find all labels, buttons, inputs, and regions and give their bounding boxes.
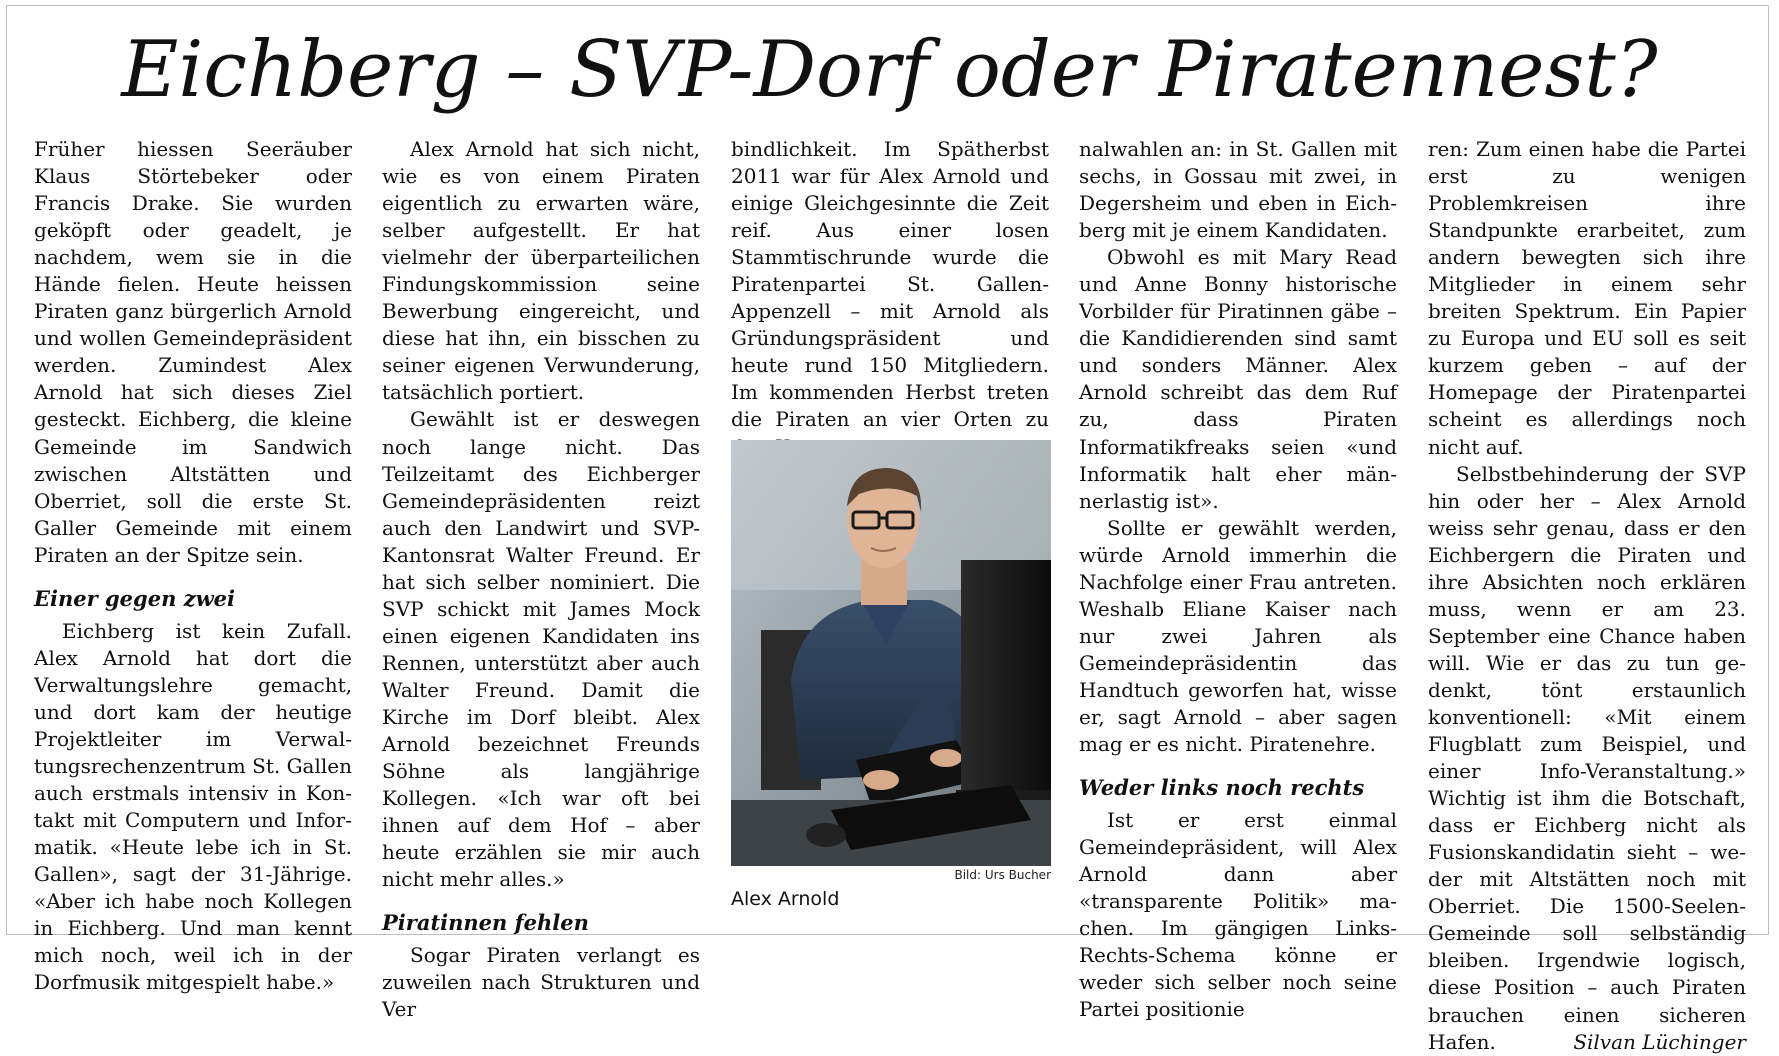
photo-credit: Bild: Urs Bucher [954,868,1051,882]
portrait-photo [731,440,1051,866]
column-3 [731,136,1049,461]
photo-caption: Alex Arnold [731,888,840,910]
subheading-weder-links-noch-rechts: Weder links noch rechts [1079,775,1365,801]
paragraph-text: Selbstbehinderung der SVP hin oder her – Alex Arnold weiss sehr genau, dass er den Eichbergern die Piraten und ihre Absichten noch erklären muss, wenn er am 23. September eine Chance haben will. Wie er das zu tun gedenkt, tönt erstaunlich konventionell: «Mit einem Flugblatt zum Beispiel, und einer Info-Veranstaltung.» Wichtig ist ihm die Botschaft, dass er Eichberg nicht als Fusionskandidatin sieht – weder mit Altstätten noch mit Oberriet. Die 1500-Seelen-Gemeinde soll selbständig bleiben. Irgendwie logisch, diese Position – auch Piraten brauchen einen sicheren Hafen. [1428,461,1746,1054]
paragraph: ren: Zum einen habe die Partei erst zu wenigen Problemkreisen ihre Standpunkte erarbeitet, zum andern bewegten sich ihre Mitglieder in einem sehr breiten Spektrum. Ein Papier zu Europa und EU soll es seit kurzem geben – auf der Homepage der Piratenpartei scheint es allerdings noch nicht auf. [1428,137,1746,459]
subheading-piratinnen-fehlen: Piratinnen fehlen [382,910,589,936]
paragraph [1428,461,1746,1056]
column-5 [1428,136,1746,1056]
portrait-illustration [731,440,1051,866]
paragraph: Alex Arnold hat sich nicht, wie es von einem Piraten eigentlich zu erwarten wäre, selber aufgestellt. Er hat vielmehr der überparteilichen Findungskommission seine Bewerbung eingereicht, und diese hat ihn, ein bisschen zu seiner eigenen Verwunderung, tatsächlich portiert. [382,137,700,405]
paragraph: Früher hiessen Seeräuber Klaus Störtebeker oder Francis Drake. Sie wurden geköpft oder geadelt, je nachdem, wem sie in die Hände fielen. Heute heissen Piraten ganz bürgerlich Arnold und wollen Gemeindepräsident werden. Zumindest Alex Arnold hat sich dieses Ziel gesteckt. Eichberg, die kleine Gemeinde im Sandwich zwischen Altstätten und Oberriet, soll die erste St. Galler Gemeinde mit einem Piraten an der Spitze sein. [34,137,352,567]
headline: Eichberg – SVP-Dorf oder Piratennest? [121,25,1658,115]
subheading-einer-gegen-zwei: Einer gegen zwei [34,585,235,611]
paragraph: Eichberg ist kein Zufall. Alex Arnold hat dort die Verwaltungslehre gemacht, und dort kam der heutige Projektleiter im Verwaltungsrechenzentrum St. Gallen auch erstmals intensiv in Kontakt mit Computern und Informatik. «Heute lebe ich in St. Gallen», sagt der 31-Jährige. «Aber ich habe noch Kollegen in Eichberg. Und man kennt mich noch, weil ich in der Dorfmusik mitgespielt habe.» [34,618,352,995]
column-2 [382,136,700,1023]
paragraph: bindlichkeit. Im Spätherbst 2011 war für Alex Arnold und einige Gleichgesinnte die Zeit reif. Aus einer losen Stammtischrunde wurde die Piratenpartei St. Gallen-Appenzell – mit Arnold als Gründungspräsident und heute rund 150 Mitgliedern. Im kommenden Herbst treten die Piraten an vier Orten zu [731,137,1049,432]
paragraph: Gewählt ist er deswegen noch lange nicht. Das Teilzeitamt des Eichberger Gemeindepräsidenten reizt auch den Landwirt und SVP-Kantonsrat Walter Freund. Er hat sich selber nominiert. Die SVP schickt mit James Mock einen eigenen Kandidaten ins Rennen, unterstützt aber auch Walter Freund. Damit die Kirche im Dorf bleibt. Alex Arnold bezeichnet Freunds Söhne als langjährige Kollegen. «Ich war oft bei ihnen auf dem Hof – aber heute erzählen sie mir auch nicht mehr alles.» [382,407,700,892]
column-1 [34,136,352,996]
paragraph: Obwohl es mit Mary Read und Anne Bonny historische Vorbilder für Piratinnen gäbe – die Kandidierenden sind samt und sonders Männer. Alex Arnold schreibt das dem Ruf zu, dass Piraten Informatikfreaks seien «und Informatik halt eher männerlastig ist». [1079,245,1397,513]
author-byline: Silvan Lüchinger [1573,1029,1746,1054]
column-4 [1079,136,1397,1023]
paragraph: Ist er erst einmal Gemeindepräsident, will Alex Arnold dann aber «transparente Politik» machen. Im gängigen Links-Rechts-Schema könne er weder sich selber noch seine Partei positionie [1079,808,1397,1022]
paragraph: Sollte er gewählt werden, würde Arnold immerhin die Nachfolge einer Frau antreten. Weshalb Eliane Kaiser nach nur zwei Jahren als Gemeindepräsidentin das Handtuch geworfen hat, wisse er, sagt Arnold – aber sagen mag er es nicht. Piratenehre. [1079,515,1397,757]
paragraph: Sogar Piraten verlangt es zuweilen nach Strukturen und Ver [382,943,700,1022]
paragraph: nalwahlen an: in St. Gallen mit sechs, in Gossau mit zwei, in Degersheim und eben in Eichberg mit je einem Kandidaten. [1079,137,1397,243]
